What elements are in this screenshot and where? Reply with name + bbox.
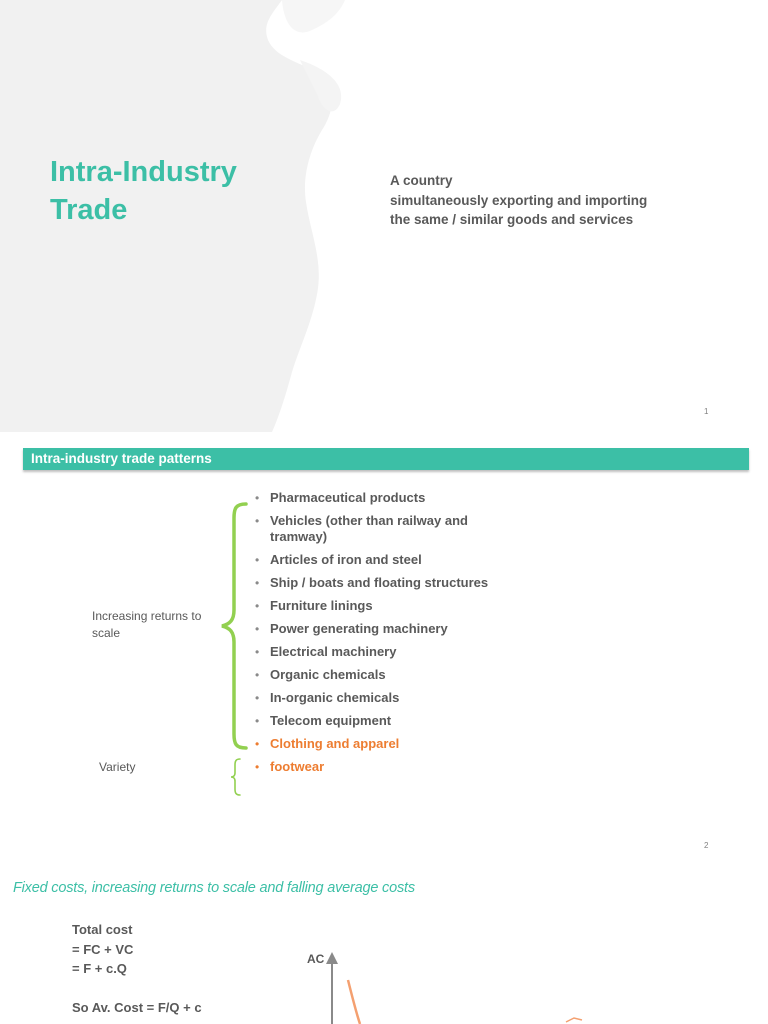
- bullet-icon: •: [255, 645, 260, 659]
- definition-line: the same / similar goods and services: [390, 212, 634, 227]
- list-item-variety: [255, 759, 515, 775]
- definition-line: simultaneously exporting and importing: [390, 192, 648, 208]
- list-item: [255, 513, 515, 545]
- item-text: Articles of iron and steel: [270, 552, 422, 567]
- average-cost-graph: [290, 944, 630, 1024]
- list-item: [255, 644, 515, 660]
- bullet-icon: •: [255, 599, 260, 613]
- axis-arrow-icon: [326, 952, 338, 964]
- bullet-icon: •: [255, 737, 260, 751]
- item-text: footwear: [270, 759, 325, 774]
- list-item: [255, 552, 515, 568]
- curly-brace-icon: [228, 757, 244, 797]
- page-number: 2: [704, 841, 709, 850]
- slide-title: Intra-Industry Trade: [50, 156, 237, 226]
- cost-curve-diagram: [290, 944, 630, 1024]
- curly-brace-icon: [218, 502, 252, 750]
- formula-line: Total cost: [72, 922, 133, 937]
- list-item: [255, 598, 515, 614]
- bullet-icon: •: [255, 668, 260, 682]
- item-text: Furniture linings: [270, 598, 373, 613]
- slide-title: Fixed costs, increasing returns to scale and falling average costs: [13, 880, 415, 896]
- bullet-icon: •: [255, 576, 260, 590]
- formula-line: = F + c.Q: [72, 961, 127, 976]
- formula-gap: [72, 979, 202, 999]
- list-item: [255, 490, 515, 506]
- item-text: Ship / boats and floating structures: [270, 575, 489, 590]
- bullet-icon: •: [255, 553, 260, 567]
- group-label-increasing-returns: Increasing returns to scale: [92, 609, 202, 640]
- item-text: Pharmaceutical products: [270, 490, 426, 505]
- item-text: Organic chemicals: [270, 667, 386, 682]
- product-list: [255, 490, 515, 782]
- bullet-icon: •: [255, 622, 260, 636]
- list-item: [255, 667, 515, 683]
- bullet-icon: •: [255, 760, 260, 774]
- item-text: Clothing and apparel: [270, 736, 400, 751]
- list-item: [255, 713, 515, 729]
- bullet-icon: •: [255, 714, 260, 728]
- item-text: Telecom equipment: [270, 713, 392, 728]
- formula-line: = FC + VC: [72, 941, 134, 957]
- cost-formula: [72, 920, 202, 1018]
- slide-1: [0, 0, 768, 432]
- item-text: In-organic chemicals: [270, 690, 400, 705]
- bullet-icon: •: [255, 514, 260, 528]
- formula-line: So Av. Cost = F/Q + c: [72, 1000, 202, 1015]
- slide-3: [0, 856, 768, 1024]
- list-item: [255, 621, 515, 637]
- axis-label-ac: AC: [307, 952, 325, 966]
- section-banner: Intra-industry trade patterns: [23, 448, 749, 470]
- list-item: [255, 690, 515, 706]
- curve-tail: [566, 1018, 582, 1022]
- definition-line: A country: [390, 173, 453, 188]
- item-text: Electrical machinery: [270, 644, 397, 659]
- bullet-icon: •: [255, 491, 260, 505]
- item-text: Power generating machinery: [270, 621, 448, 636]
- list-item-variety: [255, 736, 515, 752]
- list-item: [255, 575, 515, 591]
- group-label-variety: Variety: [99, 760, 136, 774]
- item-text: Vehicles (other than railway and tramway): [270, 513, 468, 544]
- slide-2: [0, 432, 768, 856]
- average-cost-curve: [348, 980, 360, 1024]
- page-number: 1: [704, 407, 709, 416]
- definition-text: [390, 171, 690, 230]
- bullet-icon: •: [255, 691, 260, 705]
